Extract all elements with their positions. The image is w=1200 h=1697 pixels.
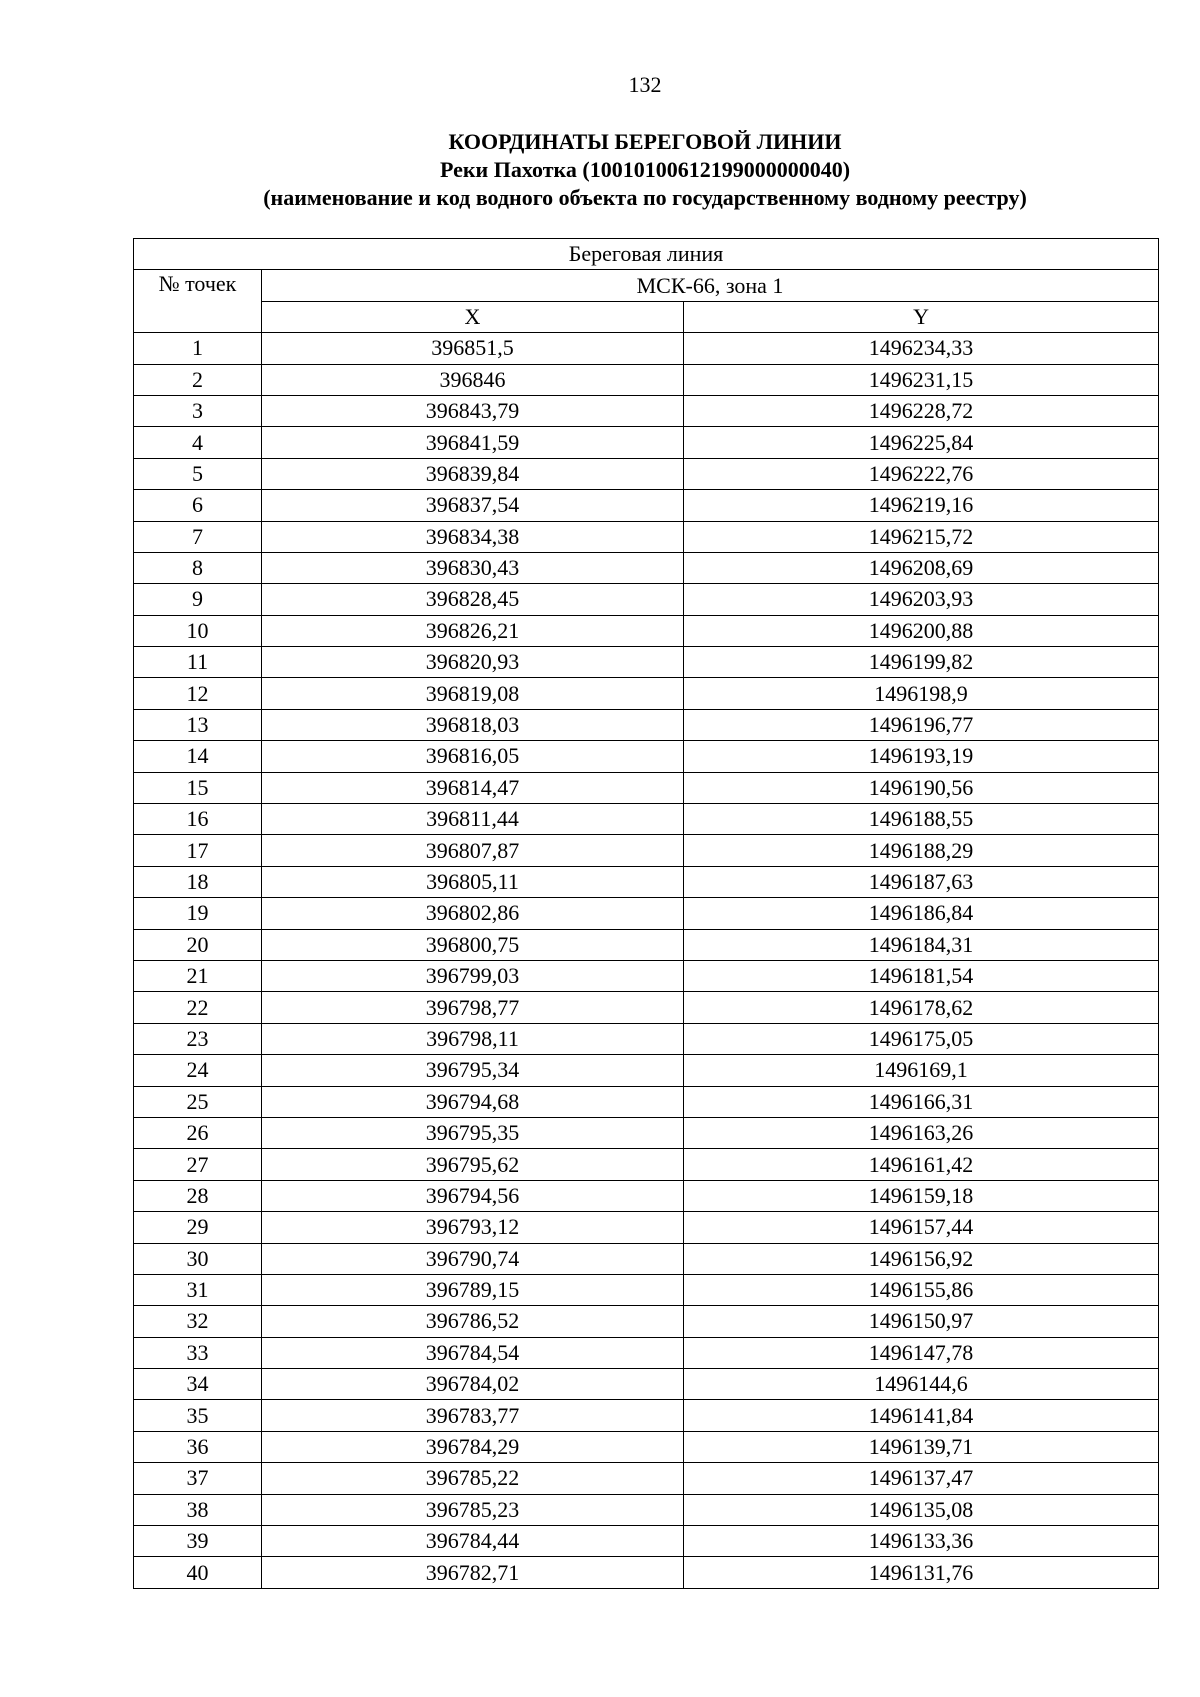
y-coordinate-cell: 1496188,55 xyxy=(684,804,1159,835)
table-row xyxy=(134,458,1159,489)
x-coordinate-cell: 396782,71 xyxy=(262,1557,684,1588)
point-number-cell: 33 xyxy=(134,1337,262,1368)
x-coordinate-cell: 396794,56 xyxy=(262,1180,684,1211)
x-coordinate-cell: 396846 xyxy=(262,364,684,395)
point-number-cell: 40 xyxy=(134,1557,262,1588)
y-coordinate-cell: 1496147,78 xyxy=(684,1337,1159,1368)
y-coordinate-cell: 1496163,26 xyxy=(684,1117,1159,1148)
point-number-cell: 12 xyxy=(134,678,262,709)
point-number-cell: 1 xyxy=(134,333,262,364)
y-coordinate-cell: 1496203,93 xyxy=(684,584,1159,615)
x-coordinate-cell: 396819,08 xyxy=(262,678,684,709)
table-row xyxy=(134,1463,1159,1494)
x-coordinate-cell: 396800,75 xyxy=(262,929,684,960)
table-row xyxy=(134,1337,1159,1368)
y-coordinate-cell: 1496175,05 xyxy=(684,1023,1159,1054)
table-row xyxy=(134,772,1159,803)
point-number-cell: 11 xyxy=(134,647,262,678)
y-coordinate-cell: 1496156,92 xyxy=(684,1243,1159,1274)
table-row xyxy=(134,395,1159,426)
point-number-cell: 4 xyxy=(134,427,262,458)
table-row xyxy=(134,835,1159,866)
table-row xyxy=(134,521,1159,552)
x-coordinate-cell: 396784,44 xyxy=(262,1526,684,1557)
point-number-cell: 18 xyxy=(134,866,262,897)
y-coordinate-cell: 1496228,72 xyxy=(684,395,1159,426)
x-coordinate-cell: 396785,23 xyxy=(262,1494,684,1525)
x-coordinate-cell: 396816,05 xyxy=(262,741,684,772)
x-coordinate-cell: 396799,03 xyxy=(262,960,684,991)
x-coordinate-cell: 396818,03 xyxy=(262,709,684,740)
point-number-cell: 39 xyxy=(134,1526,262,1557)
point-number-cell: 30 xyxy=(134,1243,262,1274)
point-number-cell: 15 xyxy=(134,772,262,803)
table-row xyxy=(134,1055,1159,1086)
x-coordinate-cell: 396784,54 xyxy=(262,1337,684,1368)
x-coordinate-cell: 396814,47 xyxy=(262,772,684,803)
x-coordinate-cell: 396839,84 xyxy=(262,458,684,489)
column-header-points: № точек xyxy=(134,270,262,333)
point-number-cell: 31 xyxy=(134,1274,262,1305)
x-coordinate-cell: 396843,79 xyxy=(262,395,684,426)
table-row xyxy=(134,1274,1159,1305)
y-coordinate-cell: 1496135,08 xyxy=(684,1494,1159,1525)
y-coordinate-cell: 1496166,31 xyxy=(684,1086,1159,1117)
y-coordinate-cell: 1496186,84 xyxy=(684,898,1159,929)
point-number-cell: 28 xyxy=(134,1180,262,1211)
y-coordinate-cell: 1496215,72 xyxy=(684,521,1159,552)
y-coordinate-cell: 1496184,31 xyxy=(684,929,1159,960)
x-coordinate-cell: 396841,59 xyxy=(262,427,684,458)
x-coordinate-cell: 396837,54 xyxy=(262,490,684,521)
x-coordinate-cell: 396795,62 xyxy=(262,1149,684,1180)
table-row xyxy=(134,552,1159,583)
y-coordinate-cell: 1496231,15 xyxy=(684,364,1159,395)
y-coordinate-cell: 1496131,76 xyxy=(684,1557,1159,1588)
y-coordinate-cell: 1496178,62 xyxy=(684,992,1159,1023)
table-row xyxy=(134,490,1159,521)
y-coordinate-cell: 1496139,71 xyxy=(684,1431,1159,1462)
point-number-cell: 23 xyxy=(134,1023,262,1054)
y-coordinate-cell: 1496225,84 xyxy=(684,427,1159,458)
y-coordinate-cell: 1496169,1 xyxy=(684,1055,1159,1086)
y-coordinate-cell: 1496141,84 xyxy=(684,1400,1159,1431)
y-coordinate-cell: 1496190,56 xyxy=(684,772,1159,803)
point-number-cell: 13 xyxy=(134,709,262,740)
page-number: 132 xyxy=(628,72,662,97)
point-number-cell: 10 xyxy=(134,615,262,646)
y-coordinate-cell: 1496150,97 xyxy=(684,1306,1159,1337)
table-row xyxy=(134,1180,1159,1211)
table-row xyxy=(134,960,1159,991)
point-number-cell: 16 xyxy=(134,804,262,835)
table-row xyxy=(134,1023,1159,1054)
point-number-cell: 34 xyxy=(134,1369,262,1400)
table-row xyxy=(134,1526,1159,1557)
table-row xyxy=(134,1400,1159,1431)
point-number-cell: 17 xyxy=(134,835,262,866)
document-title xyxy=(0,128,1200,212)
title-caption: (наименование и код водного объекта по государственному водному реестру) xyxy=(263,185,1027,210)
table-row xyxy=(134,1243,1159,1274)
point-number-cell: 36 xyxy=(134,1431,262,1462)
point-number-cell: 32 xyxy=(134,1306,262,1337)
y-coordinate-cell: 1496137,47 xyxy=(684,1463,1159,1494)
table-row xyxy=(134,333,1159,364)
table-row xyxy=(134,1086,1159,1117)
table-row xyxy=(134,1557,1159,1588)
y-coordinate-cell: 1496200,88 xyxy=(684,615,1159,646)
point-number-cell: 27 xyxy=(134,1149,262,1180)
y-coordinate-cell: 1496187,63 xyxy=(684,866,1159,897)
point-number-cell: 37 xyxy=(134,1463,262,1494)
x-coordinate-cell: 396830,43 xyxy=(262,552,684,583)
y-coordinate-cell: 1496144,6 xyxy=(684,1369,1159,1400)
table-row xyxy=(134,1117,1159,1148)
x-coordinate-cell: 396786,52 xyxy=(262,1306,684,1337)
table-row xyxy=(134,866,1159,897)
y-coordinate-cell: 1496181,54 xyxy=(684,960,1159,991)
column-header-y: Y xyxy=(684,301,1159,332)
x-coordinate-cell: 396793,12 xyxy=(262,1212,684,1243)
table-row xyxy=(134,678,1159,709)
table-row xyxy=(134,364,1159,395)
x-coordinate-cell: 396795,34 xyxy=(262,1055,684,1086)
point-number-cell: 14 xyxy=(134,741,262,772)
x-coordinate-cell: 396794,68 xyxy=(262,1086,684,1117)
point-number-cell: 9 xyxy=(134,584,262,615)
column-header-coord-system: МСК-66, зона 1 xyxy=(262,270,1159,301)
point-number-cell: 5 xyxy=(134,458,262,489)
point-number-cell: 24 xyxy=(134,1055,262,1086)
x-coordinate-cell: 396805,11 xyxy=(262,866,684,897)
table-row xyxy=(134,615,1159,646)
y-coordinate-cell: 1496157,44 xyxy=(684,1212,1159,1243)
table-row xyxy=(134,804,1159,835)
table-header-shoreline: Береговая линия xyxy=(134,239,1159,270)
table-row xyxy=(134,427,1159,458)
table-row xyxy=(134,1431,1159,1462)
column-header-x: X xyxy=(262,301,684,332)
point-number-cell: 6 xyxy=(134,490,262,521)
point-number-cell: 22 xyxy=(134,992,262,1023)
table-row xyxy=(134,1494,1159,1525)
table-row xyxy=(134,898,1159,929)
x-coordinate-cell: 396784,29 xyxy=(262,1431,684,1462)
table-row xyxy=(134,1306,1159,1337)
point-number-cell: 7 xyxy=(134,521,262,552)
y-coordinate-cell: 1496188,29 xyxy=(684,835,1159,866)
table-row xyxy=(134,929,1159,960)
table-body xyxy=(134,333,1159,1589)
point-number-cell: 8 xyxy=(134,552,262,583)
table-row xyxy=(134,584,1159,615)
x-coordinate-cell: 396790,74 xyxy=(262,1243,684,1274)
x-coordinate-cell: 396834,38 xyxy=(262,521,684,552)
x-coordinate-cell: 396826,21 xyxy=(262,615,684,646)
point-number-cell: 25 xyxy=(134,1086,262,1117)
x-coordinate-cell: 396783,77 xyxy=(262,1400,684,1431)
y-coordinate-cell: 1496222,76 xyxy=(684,458,1159,489)
y-coordinate-cell: 1496133,36 xyxy=(684,1526,1159,1557)
coordinates-table xyxy=(133,238,1159,1589)
y-coordinate-cell: 1496159,18 xyxy=(684,1180,1159,1211)
table-row xyxy=(134,741,1159,772)
y-coordinate-cell: 1496161,42 xyxy=(684,1149,1159,1180)
x-coordinate-cell: 396828,45 xyxy=(262,584,684,615)
y-coordinate-cell: 1496198,9 xyxy=(684,678,1159,709)
x-coordinate-cell: 396784,02 xyxy=(262,1369,684,1400)
x-coordinate-cell: 396811,44 xyxy=(262,804,684,835)
point-number-cell: 20 xyxy=(134,929,262,960)
x-coordinate-cell: 396820,93 xyxy=(262,647,684,678)
x-coordinate-cell: 396802,86 xyxy=(262,898,684,929)
y-coordinate-cell: 1496155,86 xyxy=(684,1274,1159,1305)
y-coordinate-cell: 1496199,82 xyxy=(684,647,1159,678)
x-coordinate-cell: 396851,5 xyxy=(262,333,684,364)
table-row xyxy=(134,709,1159,740)
table-row xyxy=(134,1369,1159,1400)
title-river-name: Реки Пахотка (10010100612199000000040) xyxy=(439,157,851,182)
x-coordinate-cell: 396785,22 xyxy=(262,1463,684,1494)
y-coordinate-cell: 1496219,16 xyxy=(684,490,1159,521)
point-number-cell: 29 xyxy=(134,1212,262,1243)
table-row xyxy=(134,1149,1159,1180)
y-coordinate-cell: 1496208,69 xyxy=(684,552,1159,583)
y-coordinate-cell: 1496234,33 xyxy=(684,333,1159,364)
x-coordinate-cell: 396798,11 xyxy=(262,1023,684,1054)
x-coordinate-cell: 396807,87 xyxy=(262,835,684,866)
point-number-cell: 21 xyxy=(134,960,262,991)
x-coordinate-cell: 396798,77 xyxy=(262,992,684,1023)
title-heading: КООРДИНАТЫ БЕРЕГОВОЙ ЛИНИИ xyxy=(448,129,842,154)
point-number-cell: 38 xyxy=(134,1494,262,1525)
point-number-cell: 35 xyxy=(134,1400,262,1431)
point-number-cell: 2 xyxy=(134,364,262,395)
table-row xyxy=(134,647,1159,678)
x-coordinate-cell: 396789,15 xyxy=(262,1274,684,1305)
point-number-cell: 3 xyxy=(134,395,262,426)
y-coordinate-cell: 1496193,19 xyxy=(684,741,1159,772)
point-number-cell: 26 xyxy=(134,1117,262,1148)
table-row xyxy=(134,1212,1159,1243)
table-row xyxy=(134,992,1159,1023)
x-coordinate-cell: 396795,35 xyxy=(262,1117,684,1148)
point-number-cell: 19 xyxy=(134,898,262,929)
y-coordinate-cell: 1496196,77 xyxy=(684,709,1159,740)
